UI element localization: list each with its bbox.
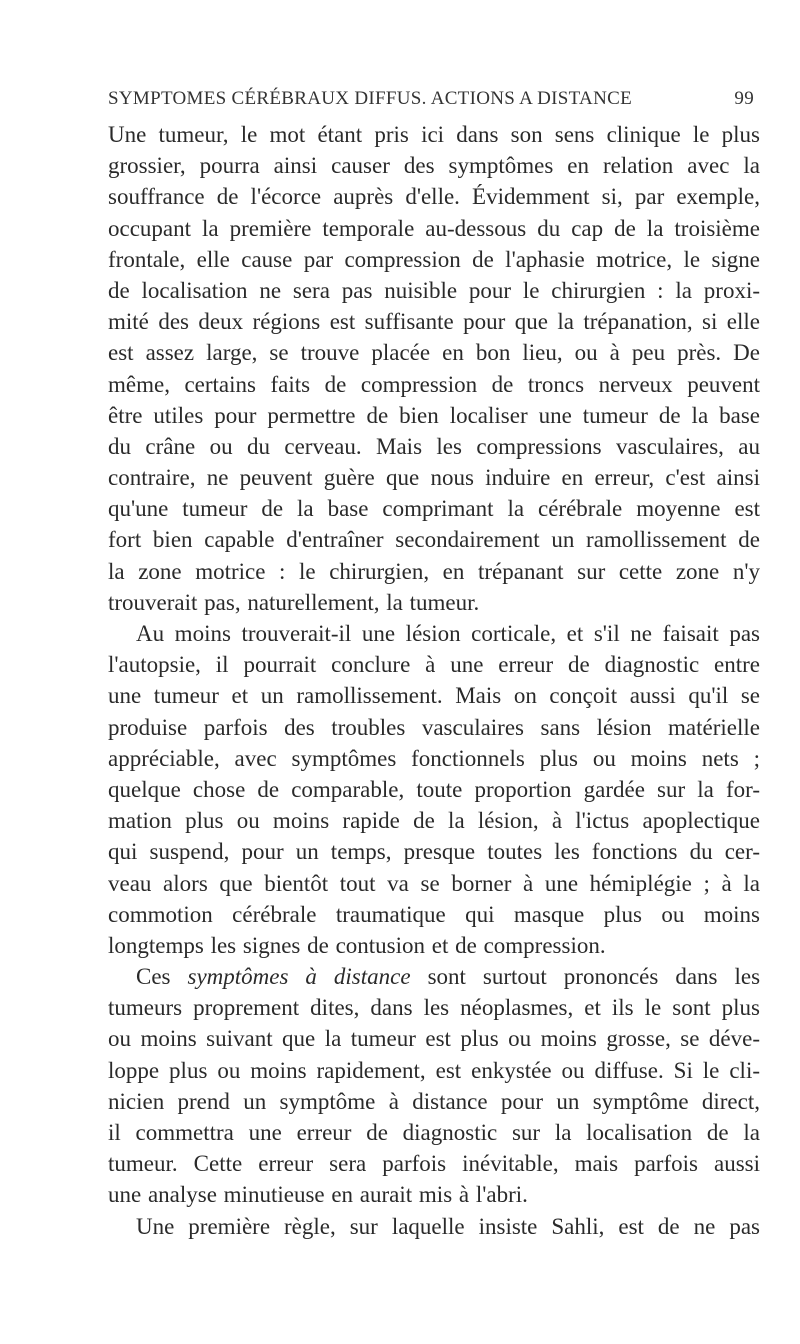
line-suffix: sont surtout prononcés dans les [410, 964, 761, 990]
running-title: SYMPTOMES CÉRÉBRAUX DIFFUS. ACTIONS A DISTANCE [108, 88, 632, 109]
page-number: 99 [734, 88, 754, 109]
line-prefix: Ces [136, 964, 188, 990]
text-line: Une tumeur, le mot étant pris ici dans son sens clinique le plus [108, 122, 760, 147]
body-text [108, 119, 760, 1242]
text-line: mation plus ou moins rapide de la lésion, à l'ictus apoplectique [108, 808, 760, 834]
text-line: une tumeur et un ramollissement. Mais on conçoit aussi qu'il se [108, 683, 760, 709]
text-line: de localisation ne sera pas nuisible pour le chirurgien : la proxi- [108, 277, 760, 303]
text-line: tumeurs proprement dites, dans les néoplasmes, et ils le sont plus [108, 995, 760, 1021]
text-line: ou moins suivant que la tumeur est plus ou moins grosse, se déve- [108, 1026, 760, 1052]
text-line: grossier, pourra ainsi causer des symptômes en relation avec la [108, 153, 760, 179]
paragraph-end-line: une analyse minutieuse en aurait mis à l'abri. [108, 1182, 528, 1208]
text-line: être utiles pour permettre de bien localiser une tumeur de la base [108, 402, 760, 428]
paragraph-end-line: trouverait pas, naturellement, la tumeur. [108, 589, 480, 615]
text-line: mité des deux régions est suffisante pour que la trépanation, si elle [108, 309, 760, 335]
text-line: il commettra une erreur de diagnostic sur la localisation de la [108, 1120, 760, 1145]
text-line: même, certains faits de compression de troncs nerveux peuvent [108, 371, 760, 397]
text-line: qui suspend, pour un temps, presque toutes les fonctions du cer- [108, 839, 760, 865]
text-line: nicien prend un symptôme à distance pour un symptôme direct, [108, 1088, 760, 1114]
text-line: souffrance de l'écorce auprès d'elle. Évidemment si, par exemple, [108, 184, 760, 210]
paragraph-start-line: Une première règle, sur laquelle insiste Sahli, est de ne pas [136, 1213, 760, 1239]
paragraph-start-line: Au moins trouverait-il une lésion corticale, et s'il ne faisait pas [136, 621, 760, 646]
text-line: la zone motrice : le chirurgien, en trépanant sur cette zone n'y [108, 558, 760, 584]
text-line: loppe plus ou moins rapidement, est enkystée ou diffuse. Si le cli- [108, 1057, 760, 1083]
text-line: commotion cérébrale traumatique qui masque plus ou moins [108, 901, 760, 927]
paragraph-end-line: longtemps les signes de contusion et de compression. [108, 932, 606, 958]
text-line: contraire, ne peuvent guère que nous induire en erreur, c'est ainsi [108, 465, 760, 491]
text-line: appréciable, avec symptômes fonctionnels plus ou moins nets ; [108, 745, 760, 771]
italic-term: symptômes à distance [187, 964, 411, 990]
text-line: frontale, elle cause par compression de l'aphasie motrice, le signe [108, 246, 760, 272]
text-line: est assez large, se trouve placée en bon lieu, ou à peu près. De [108, 340, 760, 366]
text-line: quelque chose de comparable, toute proportion gardée sur la for- [108, 776, 760, 802]
text-line: tumeur. Cette erreur sera parfois inévitable, mais parfois aussi [108, 1151, 760, 1177]
text-line: qu'une tumeur de la base comprimant la cérébrale moyenne est [108, 496, 760, 522]
text-line: fort bien capable d'entraîner secondairement un ramollissement de [108, 527, 760, 553]
paragraph-start-line [108, 961, 760, 992]
text-line: l'autopsie, il pourrait conclure à une erreur de diagnostic entre [108, 652, 760, 678]
text-line: occupant la première temporale au-dessous du cap de la troisième [108, 215, 760, 241]
text-line: du crâne ou du cerveau. Mais les compressions vasculaires, au [108, 433, 760, 459]
text-line: veau alors que bientôt tout va se borner à une hémiplégie ; à la [108, 870, 760, 896]
text-line: produise parfois des troubles vasculaires sans lésion matérielle [108, 714, 760, 740]
running-head [108, 88, 754, 114]
